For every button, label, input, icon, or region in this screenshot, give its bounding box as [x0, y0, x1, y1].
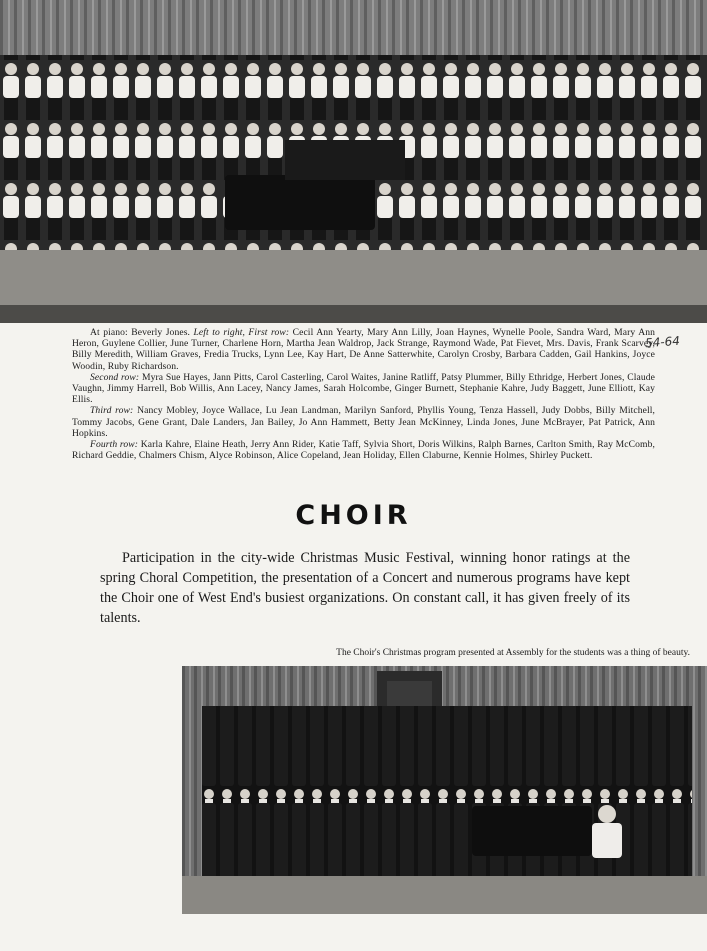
page-title: CHOIR — [295, 500, 412, 531]
third-row-list: Nancy Mobley, Joyce Wallace, Lu Jean Landman, Marilyn Sanford, Phyllis Young, Tenza Hassell, Judy Dobbs, Billy Mitchell, Tommy Jacobs, Gene Grant, Dale Landers, Jan Bailey, Jo Ann Hammett, Betty Jean McKinney, Linda Jones, June McBrayer, Pat Patrick, Ann Hopkins. — [72, 405, 655, 439]
at-piano-label: At piano: Beverly Jones. — [90, 327, 191, 338]
third-row-label: Third row: — [90, 405, 134, 417]
first-row-names — [72, 327, 655, 372]
second-row-names — [72, 372, 655, 406]
names-caption — [72, 327, 655, 461]
handwritten-page-number: 54-64 — [644, 333, 681, 351]
fourth-row-list: Karla Kahre, Elaine Heath, Jerry Ann Rider, Katie Taff, Sylvia Short, Doris Wilkins, Ralph Barnes, Carlton Smith, Ray McComb, Richard Geddie, Chalmers Chism, Alyce Robinson, Alice Copeland, Jean Holiday, Ellen Claburne, Kennie Holmes, Shirley Puckett. — [72, 439, 655, 462]
first-row-list: Cecil Ann Yearty, Mary Ann Lilly, Joan Haynes, Wynelle Poole, Sandra Ward, Mary Ann Heron, Guylene Collier, June Turner, Charlene Horn, Martha Jean Waldrop, Jack Strange, Raymond Wade, Pat Fievet, Mrs. Davis, Frank Scarvey, Billy Meredith, William Graves, Fredia Trucks, Lynn Lee, Kay Hart, De Anne Satterwhite, Carolyn Crosby, Barbara Cadden, Gail Hankins, Joyce Woodin, Ruby Richardson. — [72, 327, 656, 372]
choir-performance-photo-art — [182, 666, 707, 914]
choir-performance-photo — [182, 666, 707, 914]
third-row-names — [72, 405, 655, 439]
second-row-list: Myra Sue Hayes, Jann Pitts, Carol Casterling, Carol Waites, Janine Ratliff, Patsy Plummer, Billy Ethridge, Herbert Jones, Claude Vaughn, Jimmy Harrell, Bob Willis, Ann Lacey, Nancy James, Sarah Holcombe, Ginger Burnett, Stephanie Kahre, Judy Baggett, June Elliott, Kay Ellis. — [72, 371, 656, 406]
fourth-row-names — [72, 439, 655, 461]
choir-group-photo-art — [0, 0, 707, 323]
body-paragraph — [100, 548, 630, 628]
bottom-photo-caption: The Choir's Christmas program presented at Assembly for the students was a thing of beauty. — [336, 648, 690, 658]
fourth-row-label: Fourth row: — [90, 439, 139, 451]
first-row-label: Left to right, First row: — [193, 327, 290, 338]
body-paragraph-text: Participation in the city-wide Christmas Music Festival, winning honor ratings at the spring Choral Competition, the presentation of a Concert and numerous programs have kept the Choir one of West End's busiest organizations. On constant call, it has given freely of its talents. — [100, 550, 630, 626]
second-row-label: Second row: — [90, 371, 140, 383]
choir-group-photo — [0, 0, 707, 323]
